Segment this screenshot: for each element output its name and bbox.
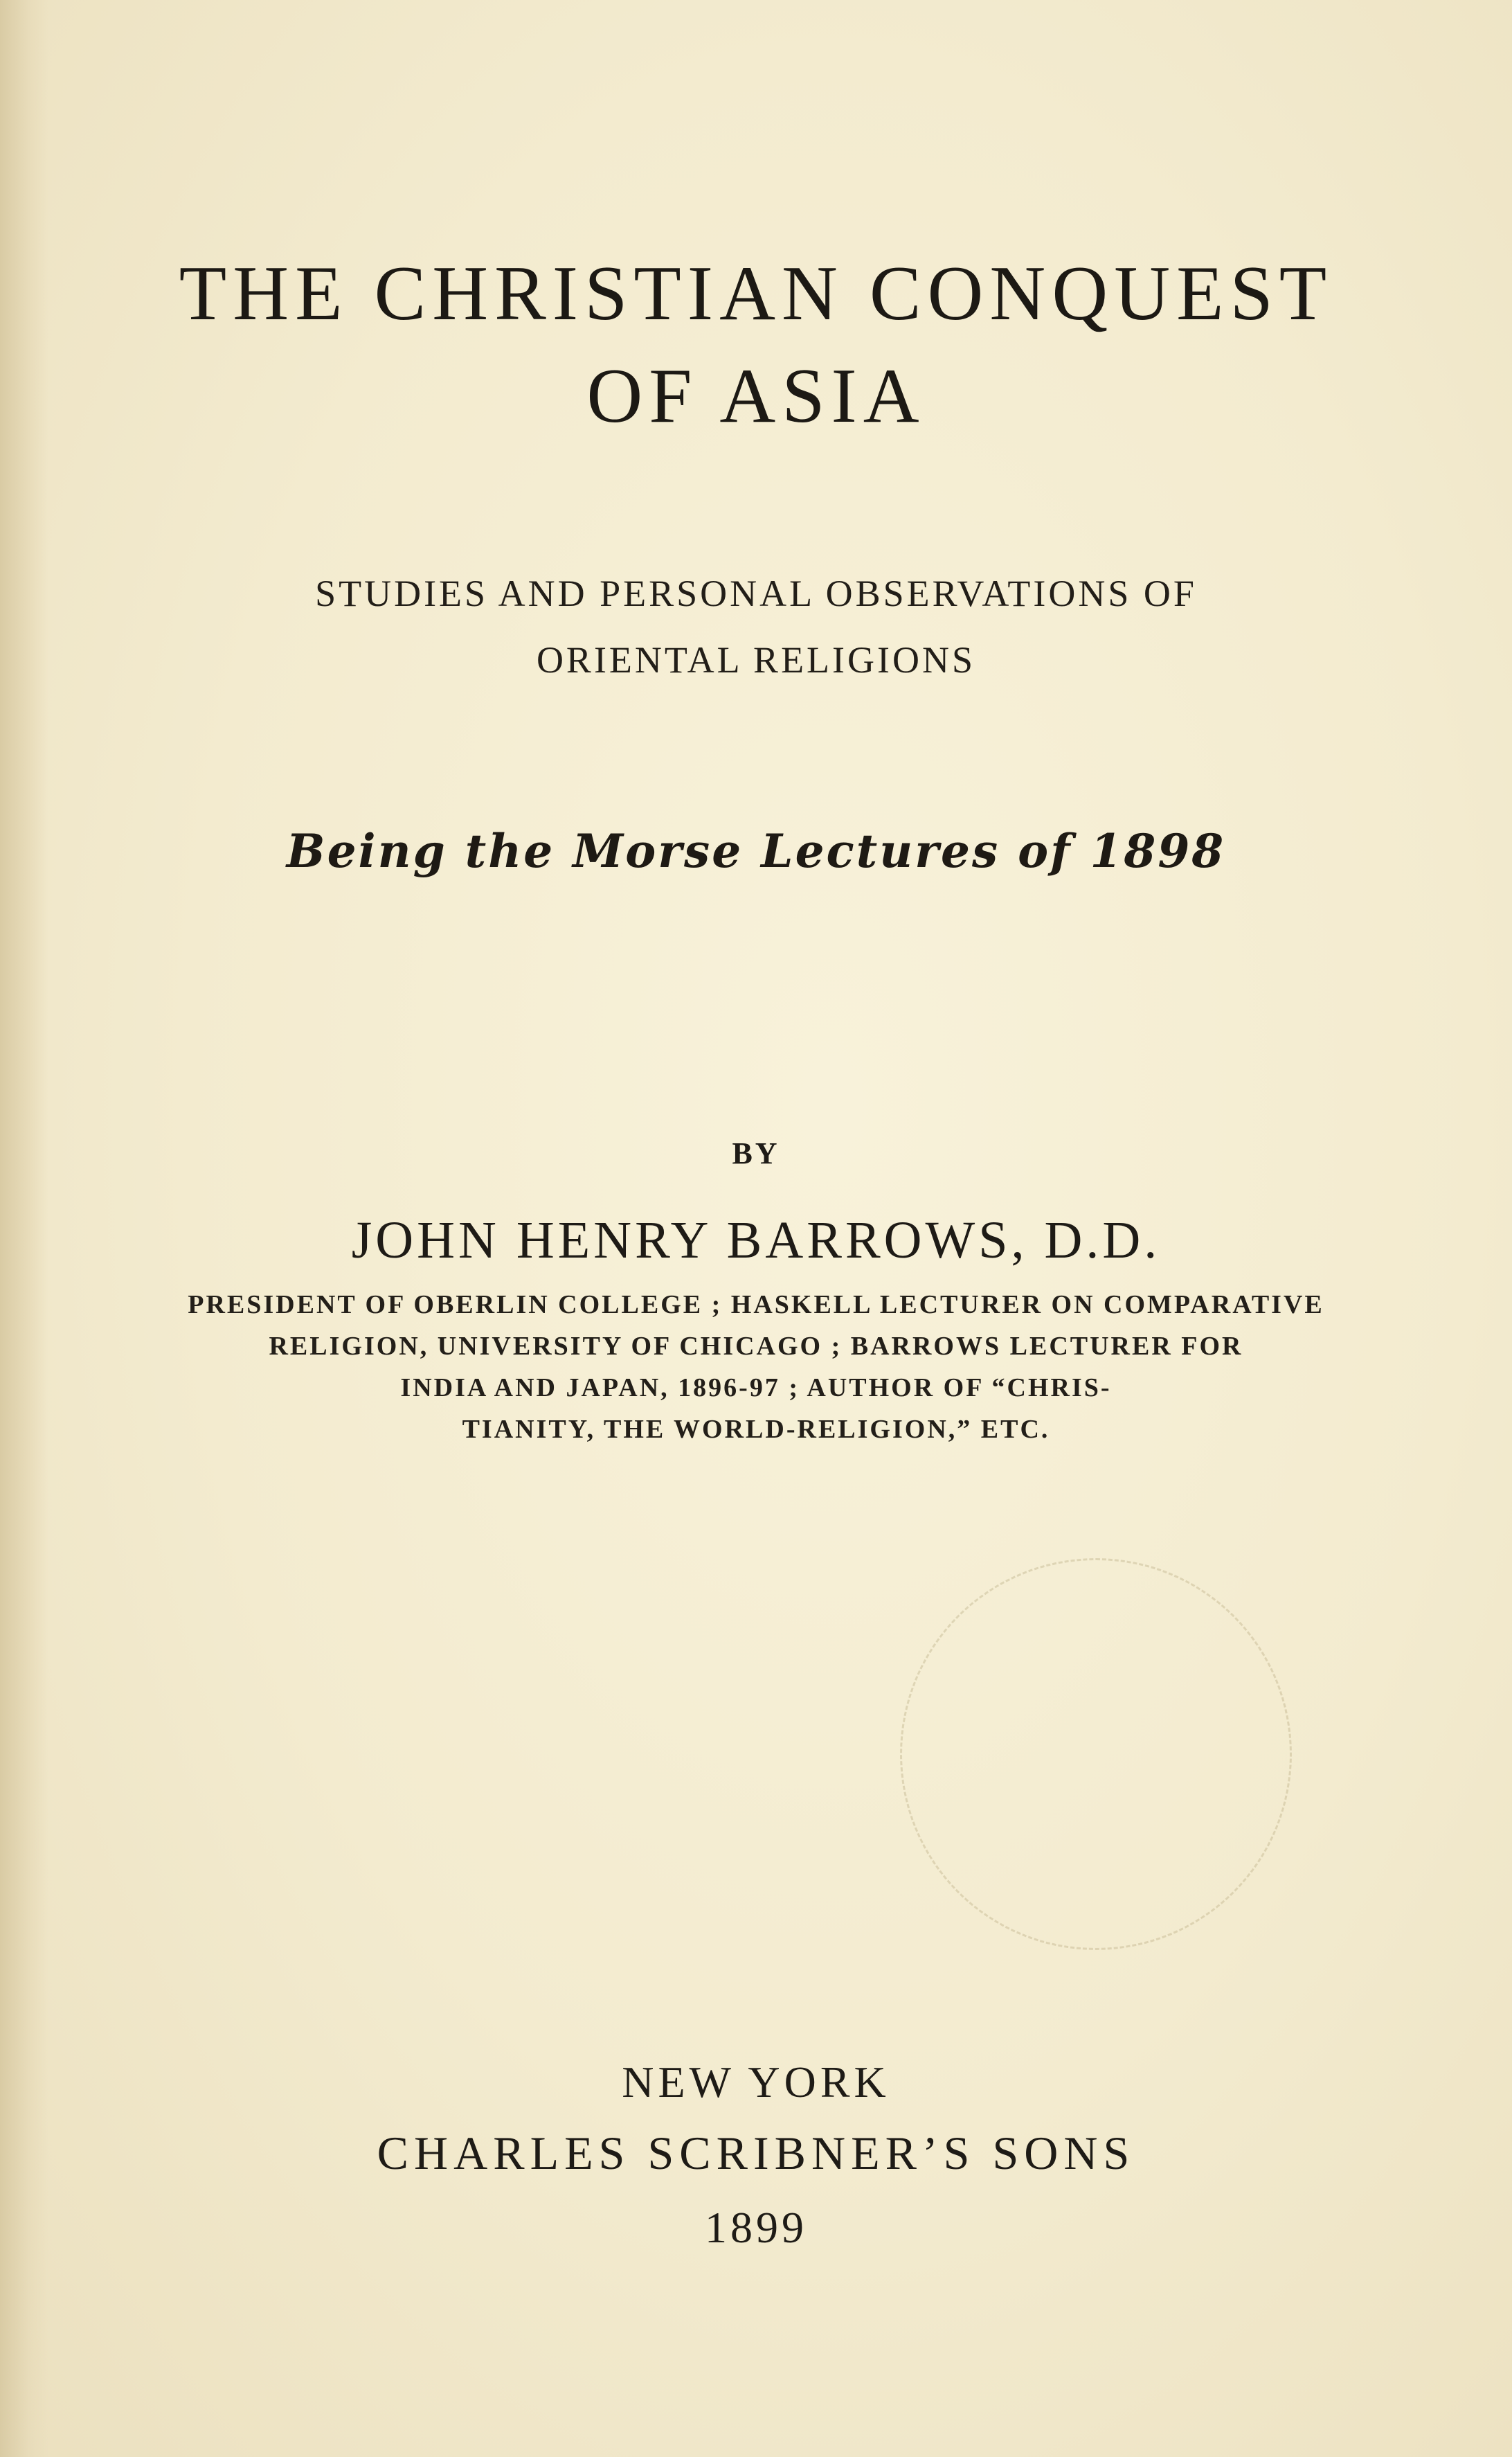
credentials-line-3: INDIA AND JAPAN, 1896-97 ; AUTHOR OF “CHRIS- (400, 1373, 1112, 1402)
imprint-city: NEW YORK (622, 2057, 890, 2107)
blind-stamp-seal (900, 1558, 1292, 1950)
author-name: JOHN HENRY BARROWS, D.D. (351, 1211, 1161, 1269)
subtitle-line-1: STUDIES AND PERSONAL OBSERVATIONS OF (315, 573, 1197, 614)
book-title-line-2: OF ASIA (586, 353, 926, 439)
credentials-line-1: PRESIDENT OF OBERLIN COLLEGE ; HASKELL LECTURER ON COMPARATIVE (188, 1290, 1324, 1319)
lecture-note: Being the Morse Lectures of 1898 (286, 824, 1226, 878)
book-title-line-1: THE CHRISTIAN CONQUEST (179, 251, 1333, 337)
credentials-line-2: RELIGION, UNIVERSITY OF CHICAGO ; BARROWS LECTURER FOR (269, 1332, 1243, 1361)
imprint-publisher: CHARLES SCRIBNER’S SONS (377, 2127, 1135, 2179)
by-label: BY (732, 1136, 780, 1170)
imprint-year: 1899 (705, 2203, 807, 2252)
subtitle-line-2: ORIENTAL RELIGIONS (536, 639, 976, 681)
credentials-line-4: TIANITY, THE WORLD-RELIGION,” ETC. (462, 1415, 1050, 1444)
